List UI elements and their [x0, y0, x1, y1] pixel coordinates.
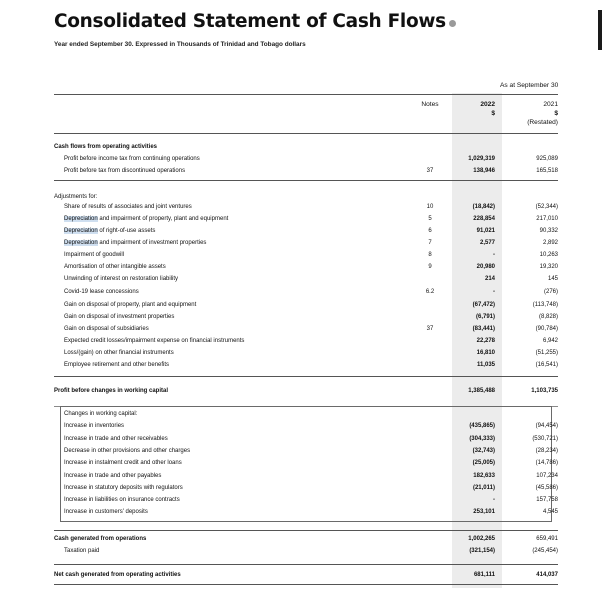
year-2021-header: 2021	[543, 101, 558, 108]
table-row	[0, 154, 602, 165]
value-2021: (8,828)	[538, 314, 558, 320]
highlighted-text: Depreciation	[64, 240, 98, 246]
table-row	[0, 483, 602, 494]
bottom-rule	[54, 584, 558, 585]
value-2022: (435,865)	[469, 423, 495, 429]
currency-2022-header: $	[491, 110, 495, 117]
header-rule	[54, 94, 558, 95]
row-label: Expected credit losses/impairment expense on financial instruments	[64, 338, 245, 344]
row-label: Increase in trade and other payables	[64, 473, 162, 479]
table-row	[0, 142, 602, 153]
value-2021: 659,491	[536, 536, 558, 542]
page-subtitle: Year ended September 30. Expressed in Thousands of Trinidad and Tobago dollars	[54, 41, 306, 48]
table-row	[0, 446, 602, 457]
value-2022: (32,743)	[472, 448, 495, 454]
table-row	[0, 534, 602, 545]
row-label: Increase in trade and other receivables	[64, 436, 168, 442]
value-2021: 4,545	[542, 509, 558, 515]
row-label: Changes in working capital:	[64, 411, 138, 417]
table-row	[0, 546, 602, 557]
value-2021: 2,892	[542, 240, 558, 246]
row-label: Increase in liabilities on insurance contracts	[64, 497, 180, 503]
table-row	[0, 300, 602, 311]
value-2022: (6,791)	[475, 314, 495, 320]
table-row	[0, 214, 602, 225]
value-2021: 19,320	[539, 264, 558, 270]
title-dot	[449, 20, 456, 27]
table-row	[0, 348, 602, 359]
row-label: Profit before tax from discontinued operations	[64, 168, 186, 174]
table-row	[0, 360, 602, 371]
value-2021: 90,332	[539, 228, 558, 234]
value-2021: 414,037	[536, 572, 558, 578]
table-row	[0, 570, 602, 581]
row-label	[64, 226, 155, 237]
row-label: Decrease in other provisions and other charges	[64, 448, 191, 454]
value-2022: 16,810	[476, 350, 495, 356]
row-label: Covid-19 lease concessions	[64, 289, 139, 295]
value-2021: (113,748)	[532, 302, 558, 308]
row-note: 8	[428, 252, 432, 258]
row-label: Increase in customers' deposits	[64, 509, 148, 515]
table-row	[0, 274, 602, 285]
notes-header: Notes	[421, 101, 439, 108]
header-bottom-rule	[54, 133, 558, 134]
value-2021: (28,234)	[535, 448, 558, 454]
value-2021: 157,758	[536, 497, 558, 503]
value-2021: (45,586)	[535, 485, 558, 491]
row-label: Unwinding of interest on restoration liability	[64, 276, 179, 282]
row-label: Gain on disposal of investment properties	[64, 314, 175, 320]
row-label	[64, 238, 206, 249]
table-row	[0, 458, 602, 469]
value-2022: 228,854	[473, 216, 495, 222]
value-2022: 11,035	[476, 362, 495, 368]
row-label: Taxation paid	[64, 548, 100, 554]
row-label: Employee retirement and other benefits	[64, 362, 170, 368]
section-rule	[54, 180, 558, 181]
row-label-text: and impairment of investment properties	[97, 240, 207, 246]
table-row	[0, 507, 602, 518]
value-2021: 145	[547, 276, 558, 282]
row-note: 5	[428, 216, 432, 222]
row-note: 7	[428, 240, 432, 246]
value-2022: 214	[484, 276, 495, 282]
row-note: 9	[428, 264, 432, 270]
row-label: Increase in inventories	[64, 423, 125, 429]
value-2022: 20,980	[476, 264, 495, 270]
value-2022: 22,278	[476, 338, 495, 344]
row-label-text: and impairment of property, plant and equipment	[97, 216, 229, 222]
value-2021: 10,263	[539, 252, 558, 258]
value-2021: 925,089	[536, 156, 558, 162]
value-2022: -	[493, 252, 495, 258]
section-rule	[54, 530, 558, 531]
row-note: 37	[426, 326, 434, 332]
table-row	[0, 262, 602, 273]
currency-2021-header: $	[554, 110, 558, 117]
page-title: Consolidated Statement of Cash Flows	[54, 11, 456, 32]
table-row	[0, 421, 602, 432]
value-2022: (18,842)	[472, 204, 495, 210]
row-label: Gain on disposal of subsidiaries	[64, 326, 149, 332]
value-2022: (304,333)	[469, 436, 495, 442]
value-2022: (25,005)	[472, 460, 495, 466]
value-2021: (51,255)	[535, 350, 558, 356]
table-row	[0, 324, 602, 335]
value-2022: 2,577	[479, 240, 495, 246]
value-2021: (276)	[543, 289, 558, 295]
value-2021: 107,234	[536, 473, 558, 479]
year-2022-header: 2022	[480, 101, 495, 108]
value-2022: 1,002,265	[468, 536, 495, 542]
value-2022: (21,011)	[472, 485, 495, 491]
table-row	[0, 202, 602, 213]
row-note: 37	[426, 168, 434, 174]
restated-header: (Restated)	[527, 119, 558, 126]
row-label: Net cash generated from operating activities	[54, 572, 181, 578]
row-label: Profit before income tax from continuing operations	[64, 156, 200, 162]
value-2022: (83,441)	[472, 326, 495, 332]
value-2021: 6,942	[542, 338, 558, 344]
table-row	[0, 409, 602, 420]
row-label: Impairment of goodwill	[64, 252, 125, 258]
table-row	[0, 238, 602, 249]
table-row	[0, 434, 602, 445]
row-label: Cash generated from operations	[54, 536, 147, 542]
value-2022: -	[493, 497, 495, 503]
row-label: Gain on disposal of property, plant and equipment	[64, 302, 197, 308]
row-label: Increase in statutory deposits with regulators	[64, 485, 183, 491]
value-2021: (14,786)	[535, 460, 558, 466]
value-2021: (90,784)	[535, 326, 558, 332]
value-2022: 681,111	[473, 572, 495, 578]
table-row	[0, 166, 602, 177]
row-label: Share of results of associates and joint ventures	[64, 204, 192, 210]
value-2021: (94,454)	[535, 423, 558, 429]
value-2021: (16,541)	[535, 362, 558, 368]
section-rule	[54, 376, 558, 377]
as-at-header: As at September 30	[500, 82, 559, 89]
value-2021: 1,103,735	[531, 388, 558, 394]
row-label: Cash flows from operating activities	[54, 144, 158, 150]
value-2022: (67,472)	[472, 302, 495, 308]
table-row	[0, 336, 602, 347]
table-row	[0, 312, 602, 323]
value-2022: 91,021	[476, 228, 495, 234]
value-2022: 1,385,488	[468, 388, 495, 394]
highlighted-text: Depreciation	[64, 228, 98, 234]
table-row	[0, 495, 602, 506]
row-label: Amortisation of other intangible assets	[64, 264, 166, 270]
value-2022: (321,154)	[469, 548, 495, 554]
row-note: 6.2	[425, 289, 435, 295]
section-rule	[54, 564, 558, 565]
value-2021: 217,010	[536, 216, 558, 222]
row-note: 6	[428, 228, 432, 234]
row-label: Adjustments for:	[54, 194, 98, 200]
table-row	[0, 386, 602, 397]
edge-bar	[598, 10, 602, 50]
row-label: Loss/(gain) on other financial instruments	[64, 350, 174, 356]
value-2021: (245,454)	[532, 548, 558, 554]
row-label: Profit before changes in working capital	[54, 388, 169, 394]
row-label: Increase in instalment credit and other loans	[64, 460, 182, 466]
highlighted-text: Depreciation	[64, 216, 98, 222]
value-2022: 253,101	[473, 509, 495, 515]
value-2021: 165,518	[536, 168, 558, 174]
table-row	[0, 471, 602, 482]
value-2021: (530,721)	[532, 436, 558, 442]
row-label-text: of right-of-use assets	[97, 228, 156, 234]
value-2022: 138,946	[473, 168, 495, 174]
row-note: 10	[426, 204, 434, 210]
row-label	[64, 214, 228, 225]
table-row	[0, 287, 602, 298]
table-row	[0, 250, 602, 261]
value-2021: (52,344)	[535, 204, 558, 210]
value-2022: 182,633	[473, 473, 495, 479]
value-2022: -	[493, 289, 495, 295]
value-2022: 1,029,319	[468, 156, 495, 162]
table-row	[0, 226, 602, 237]
